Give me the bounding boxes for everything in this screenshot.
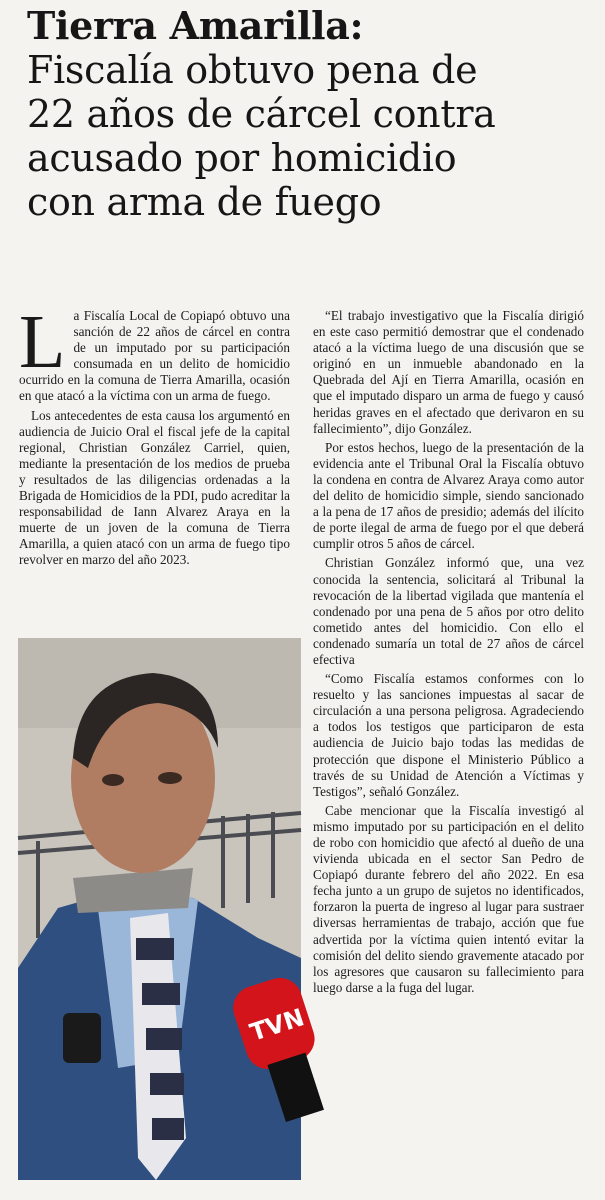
- article-left-column: [19, 300, 290, 572]
- article-photo: [18, 638, 308, 1180]
- headline-kicker: Tierra Amarilla:: [27, 3, 364, 48]
- article-paragraph: Cabe mencionar que la Fiscalía investigó al mismo imputado por su participación en el delito de robo con homicidio que afectó al dueño de una vivienda ubicada en el sector San Pedro de Copiapó durante febrero del año 2022. En esa fecha junto a un grupo de sujetos no identificados, forzaron la puerta de ingreso al lugar para sustraer diversas herramientas de trabajo, acción que fue advertida por la víctima quien intentó evitar la comisión del delito siendo gravemente atacado por los agresores que causaron su fallecimiento para luego darse a la fuga del lugar.: [313, 802, 584, 995]
- photo-illustration: [18, 638, 308, 1180]
- article-paragraph: Christian González informó que, una vez conocida la sentencia, solicitará al Tribunal la revocación de la libertad vigilada que mantenía el condenado por una pena de 5 años por otro delito cometido antes del homicidio. Con ello el condenado sumaría un total de 27 años de cárcel efectiva: [313, 555, 584, 667]
- headline-title-line-3: acusado por homicidio: [27, 136, 457, 180]
- article-paragraph-text: a Fiscalía Local de Copiapó obtuvo una sanción de 22 años de cárcel en contra de un imputado por su participación consumada en un delito de homicidio ocurrido en la comuna de Tierra Amarilla, ocasión en que atacó a la víctima con un arma de fuego.: [19, 308, 290, 404]
- article-paragraph: [19, 300, 290, 405]
- headline-title-line-4: con arma de fuego: [27, 180, 382, 224]
- drop-cap: L: [19, 300, 66, 384]
- microphone-logo-text: TVN: [246, 1003, 308, 1047]
- photo-eye: [158, 772, 182, 784]
- article-right-column: [313, 308, 584, 999]
- article-paragraph: “Como Fiscalía estamos conformes con lo resuelto y las sanciones impuestas al sacar de circulación a una persona peligrosa. Agradeciendo a todos los testigos que participaron de esta audiencia de Juicio bajo todas las medidas de protección que dispone el Ministerio Público a través de su Unidad de Atención a Víctimas y Testigos”, señaló González.: [313, 671, 584, 799]
- headline: [27, 4, 597, 224]
- headline-title-line-2: 22 años de cárcel contra: [27, 92, 496, 136]
- article-paragraph: Por estos hechos, luego de la presentación de la evidencia ante el Tribunal Oral la Fiscalía obtuvo la condena en contra de Alvarez Araya como autor del delito de homicidio simple, siendo sancionado a la pena de 17 años de presidio; además del ilícito de porte ilegal de arma de fuego por el que deberá cumplir otros 5 años de cárcel.: [313, 439, 584, 552]
- article-paragraph: Los antecedentes de esta causa los argumentó en audiencia de Juicio Oral el fiscal jefe de la capital regional, Christian González Carriel, quien, mediante la presentación de los medios de prueba y resultados de las diligencias ordenadas a la Brigada de Homicidios de la PDI, pudo acreditar la responsabilidad de Iann Alvarez Araya en la muerte de un joven de la comuna de Tierra Amarilla, a quien atacó con un arma de fuego tipo revolver en marzo del año 2023.: [19, 407, 290, 568]
- article-paragraph: “El trabajo investigativo que la Fiscalía dirigió en este caso permitió demostrar que el condenado atacó a la víctima luego de una discusión que se originó en un inmueble abandonado en la Quebrada del Ají en Tierra Amarilla, ocasión en que el imputado disparo un arma de fuego y causó heridas graves en el afectado que derivaron en su fallecimiento”, dijo González.: [313, 308, 584, 436]
- photo-eye: [102, 774, 124, 786]
- headline-title-line-1: Fiscalía obtuvo pena de: [27, 48, 478, 92]
- lapel-microphone-icon: [63, 1013, 101, 1063]
